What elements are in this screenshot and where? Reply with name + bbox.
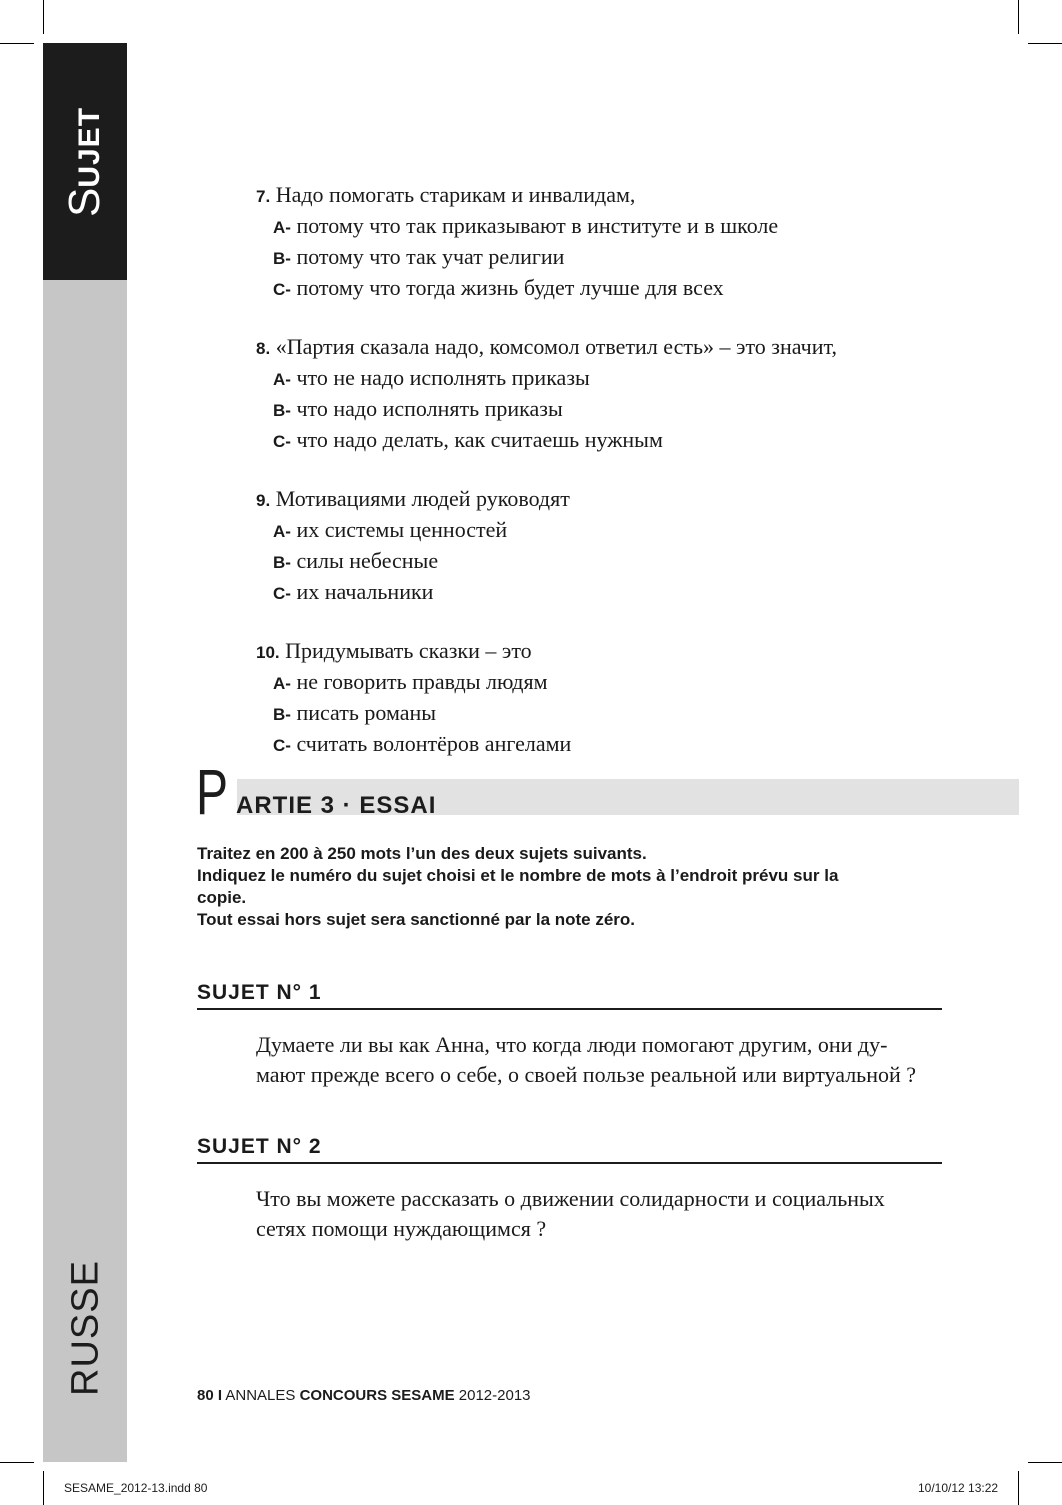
page-number: 80 bbox=[197, 1387, 214, 1404]
question-number: 7. bbox=[256, 187, 271, 206]
question-text: Надо помогать старикам и инвалидам, bbox=[275, 182, 636, 207]
option: A- потому что так приказывают в институте и в школе bbox=[273, 213, 779, 238]
crop-mark bbox=[43, 0, 44, 34]
option: A- не говорить правды людям bbox=[273, 669, 548, 694]
sidebar-language-label: RUSSE bbox=[64, 1260, 107, 1396]
option: B- силы небесные bbox=[273, 548, 439, 573]
question-7 bbox=[256, 180, 976, 304]
crop-mark bbox=[1028, 1462, 1062, 1463]
option: A- что не надо исполнять приказы bbox=[273, 365, 590, 390]
option: B- потому что так учат религии bbox=[273, 244, 565, 269]
sujet-1-heading: SUJET N° 1 bbox=[197, 978, 942, 1010]
question-text: Мотивациями людей руководят bbox=[275, 486, 570, 511]
question-text: «Партия сказала надо, комсомол ответил есть» – это значит, bbox=[275, 334, 837, 359]
question-8 bbox=[256, 332, 976, 456]
question-10 bbox=[256, 636, 976, 760]
sidebar-sujet-label: SUJET bbox=[60, 106, 109, 218]
crop-mark bbox=[1018, 0, 1019, 34]
sujet-2-text: Что вы можете рассказать о движении солидарности и социальных сетях помощи нуждающимся ? bbox=[256, 1186, 885, 1241]
option: C- их начальники bbox=[273, 579, 434, 604]
page-footer: 80 I ANNALES CONCOURS SESAME 2012-2013 bbox=[197, 1387, 531, 1404]
option: C- считать волонтёров ангелами bbox=[273, 731, 572, 756]
sujet-1-text: Думаете ли вы как Анна, что когда люди помогают другим, они ду- мают прежде всего о себе, о своей пользе реальной или виртуальной ? bbox=[256, 1032, 917, 1087]
question-9 bbox=[256, 484, 976, 608]
section-initial: P bbox=[196, 756, 229, 828]
question-list bbox=[256, 180, 976, 788]
crop-mark bbox=[1028, 43, 1062, 44]
sujet-2-heading: SUJET N° 2 bbox=[197, 1132, 942, 1164]
crop-mark bbox=[43, 1471, 44, 1505]
crop-mark bbox=[1018, 1471, 1019, 1505]
option: A- их системы ценностей bbox=[273, 517, 508, 542]
crop-mark bbox=[0, 1462, 34, 1463]
question-number: 9. bbox=[256, 491, 271, 510]
option: C- потому что тогда жизнь будет лучше для всех bbox=[273, 275, 724, 300]
crop-mark bbox=[0, 43, 34, 44]
option: B- что надо исполнять приказы bbox=[273, 396, 563, 421]
essay-instructions: Traitez en 200 à 250 mots l’un des deux sujets suivants. Indiquez le numéro du sujet choisi et le nombre de mots à l’endroit prévu sur la copie. Tout essai hors sujet sera sanctionné par la note zéro. bbox=[197, 844, 839, 929]
option: B- писать романы bbox=[273, 700, 437, 725]
section-title: ARTIE 3 · ESSAI bbox=[236, 792, 437, 819]
print-slug-file: SESAME_2012-13.indd 80 bbox=[64, 1481, 208, 1495]
option: C- что надо делать, как считаешь нужным bbox=[273, 427, 663, 452]
question-number: 10. bbox=[256, 643, 280, 662]
question-number: 8. bbox=[256, 339, 271, 358]
print-slug-date: 10/10/12 13:22 bbox=[918, 1481, 999, 1495]
question-text: Придумывать сказки – это bbox=[285, 638, 532, 663]
